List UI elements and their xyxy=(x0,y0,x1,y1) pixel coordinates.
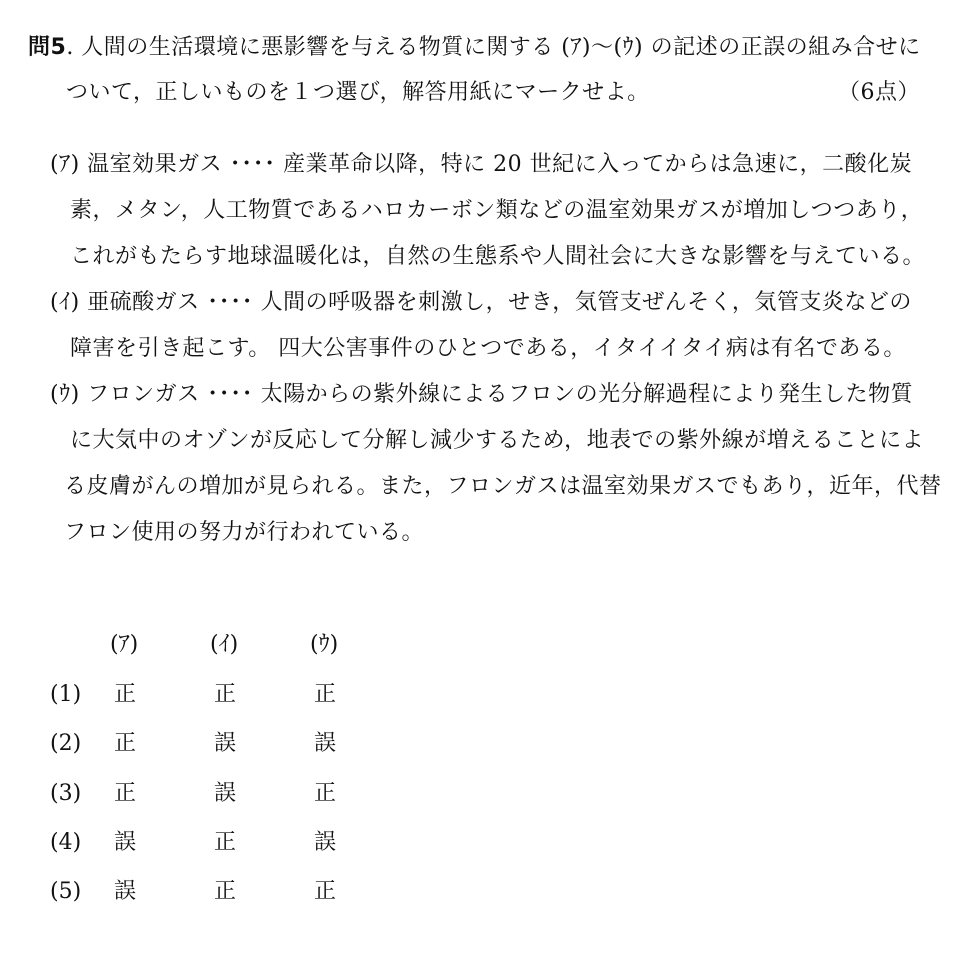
statement-a-line-3: これがもたらす地球温暖化は，自然の生態系や人間社会に大きな影響を与えている。 xyxy=(70,244,926,269)
statement-i-line-1: (ｲ) 亜硫酸ガス ････ 人間の呼吸器を刺激し，せき，気管支ぜんそく，気管支炎などの xyxy=(50,290,912,315)
statement-u-line-1: (ｳ) フロンガス ････ 太陽からの紫外線によるフロンの光分解過程により発生した物質 xyxy=(50,382,914,407)
question-text-1: . 人間の生活環境に悪影響を与える物質に関する (ｱ)～(ｳ) の記述の正誤の組み合せに xyxy=(66,35,921,60)
statement-u-line-3: る皮膚がんの増加が見られる。また，フロンガスは温室効果ガスでもあり，近年，代替 xyxy=(64,474,942,499)
option-label: (4) xyxy=(50,830,82,855)
statement-i-line-2: 障害を引き起こす。 四大公害事件のひとつである，イタイイタイ病は有名である。 xyxy=(70,336,906,361)
table-header-i: (ｲ) xyxy=(210,632,239,657)
table-header-a: (ｱ) xyxy=(110,632,139,657)
question-number: 問5 xyxy=(28,35,67,60)
statement-u-line-2: に大気中のオゾンが反応して分解し減少するため，地表での紫外線が増えることによ xyxy=(70,428,925,453)
option-label: (5) xyxy=(50,879,82,904)
option-label: (2) xyxy=(50,731,82,756)
option-label: (3) xyxy=(50,781,82,806)
statement-a-line-1: (ｱ) 温室効果ガス ････ 産業革命以降，特に 20 世紀に入ってからは急速に，二酸化炭 xyxy=(50,152,913,177)
question-line-2 xyxy=(66,78,650,108)
question-line-1 xyxy=(28,33,921,63)
statement-i-label: (ｲ) xyxy=(50,290,80,315)
statement-a-line-2: 素，メタン，人工物質であるハロカーボン類などの温室効果ガスが増加しつつあり， xyxy=(70,198,924,223)
question-text-2: ついて，正しいものを１つ選び，解答用紙にマークせよ。 xyxy=(66,80,650,105)
statement-u-line-4: フロン使用の努力が行われている。 xyxy=(64,520,425,545)
question-points: （6点） xyxy=(838,80,920,105)
table-header-u: (ｳ) xyxy=(310,632,339,657)
option-label: (1) xyxy=(50,682,82,707)
statement-u-label: (ｳ) xyxy=(50,382,80,407)
statement-a-label: (ｱ) xyxy=(50,152,80,177)
